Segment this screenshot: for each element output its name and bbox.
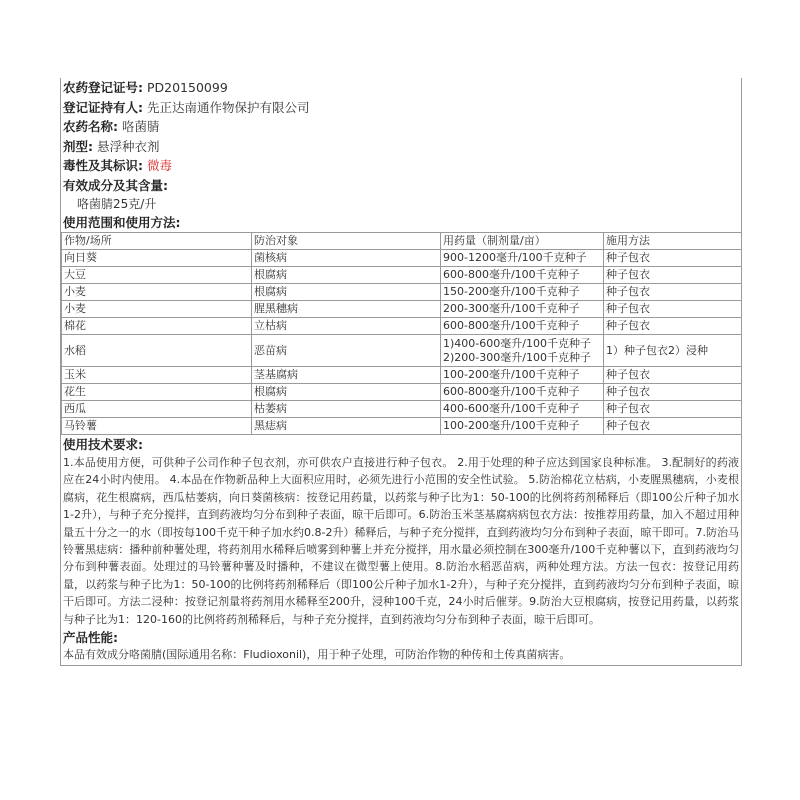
pesticide-label-document — [60, 78, 742, 666]
target-cell: 枯萎病 — [252, 401, 441, 418]
formulation-label: 剂型: — [63, 138, 93, 154]
table-row — [62, 418, 742, 435]
method-cell: 种子包衣 — [604, 384, 742, 401]
crop-cell: 花生 — [62, 384, 252, 401]
toxicity-value: 微毒 — [146, 158, 172, 173]
target-cell: 黑痣病 — [252, 418, 441, 435]
target-cell: 根腐病 — [252, 384, 441, 401]
pesticide-name-value: 咯菌腈 — [121, 119, 160, 134]
formulation-row — [61, 137, 741, 157]
method-cell: 种子包衣 — [604, 367, 742, 384]
column-header-dosage: 用药量（制剂量/亩） — [441, 233, 604, 250]
table-row — [62, 250, 742, 267]
dosage-cell: 150-200毫升/100千克种子 — [441, 284, 604, 301]
dosage-cell: 900-1200毫升/100千克种子 — [441, 250, 604, 267]
crop-cell: 马铃薯 — [62, 418, 252, 435]
performance-heading: 产品性能: — [63, 630, 118, 646]
technique-heading: 使用技术要求: — [63, 437, 143, 452]
column-header-method: 施用方法 — [604, 233, 742, 250]
pesticide-name-row — [61, 117, 741, 137]
active-ingredient-label: 有效成分及其含量: — [63, 177, 168, 193]
dosage-cell: 400-600毫升/100千克种子 — [441, 401, 604, 418]
column-header-target: 防治对象 — [252, 233, 441, 250]
active-ingredient-value: 咯菌腈25克/升 — [77, 197, 157, 211]
crop-cell: 小麦 — [62, 284, 252, 301]
table-row — [62, 284, 742, 301]
table-row — [62, 384, 742, 401]
target-cell: 立枯病 — [252, 318, 441, 335]
active-ingredient-row — [61, 176, 741, 196]
performance-text: 本品有效成分咯菌腈(国际通用名称：Fludioxonil)，用于种子处理，可防治作物的种传和土传真菌病害。 — [63, 648, 571, 662]
target-cell: 根腐病 — [252, 267, 441, 284]
dosage-line-2: 2)200-300毫升/100千克种子 — [443, 350, 591, 364]
method-cell: 种子包衣 — [604, 301, 742, 318]
formulation-value: 悬浮种衣剂 — [96, 138, 160, 154]
dosage-cell: 600-800毫升/100千克种子 — [441, 318, 604, 335]
technique-text: 1.本品使用方便，可供种子公司作种子包衣剂，亦可供农户直接进行种子包衣。 2.用于处理的种子应达到国家良种标准。 3.配制好的药液应在24小时内使用。 4.本品在作物新品种上大面积应用时，必须先进行小范围的安全性试验。 5.防治棉花立枯病，小麦腥黑穗病，小麦根腐病，花生根腐病，西瓜枯萎病，向日葵菌核病：按登记用药量，以药浆与种子比为1：50-100的比例将药剂稀释后（即100公斤种子加水1-2升），与种子充分搅拌，直到药液均匀分布到种子表面，晾干后即可。6.防治玉米茎基腐病病包衣方法：按推荐用药量，加入不超过用种量五十分之一的水（即按每100千克干种子加水约0.8-2升）稀释后，与种子充分搅拌，直到药液均匀分布到种子表面，晾干即可。7.防治马铃薯黑痣病：播种前种薯处理，将药剂用水稀释后喷雾到种薯上并充分搅拌，用水量必须控制在300毫升/100千克种薯以下，直到药液均匀分布到种薯表面。处理过的马铃薯种薯及时播种，不建议在微型薯上使用。8.防治水稻恶苗病，两种处理方法。方法一包衣：按登记用药量，以药浆与种子比为1：50-100的比例将药剂稀释后（即100公斤种子加水1-2升），与种子充分搅拌，直到药液均匀分布到种子表面，晾干后即可。方法二浸种：按登记剂量将药剂用水稀释至200升，浸种100千克，24小时后催芽。9.防治大豆根腐病，按登记用药量，以药浆与种子比为1：120-160的比例将药剂稀释后，与种子充分搅拌，直到药液均匀分布到种子表面，晾干后即可。 — [63, 456, 739, 626]
table-row — [62, 401, 742, 418]
dosage-cell: 600-800毫升/100千克种子 — [441, 384, 604, 401]
table-row — [62, 267, 742, 284]
registration-number-value: PD20150099 — [146, 80, 228, 95]
target-cell: 腥黑穗病 — [252, 301, 441, 318]
dosage-cell: 100-200毫升/100千克种子 — [441, 367, 604, 384]
column-header-crop: 作物/场所 — [62, 233, 252, 250]
table-row — [62, 367, 742, 384]
target-cell: 茎基腐病 — [252, 367, 441, 384]
toxicity-row — [61, 156, 741, 176]
registration-holder-label: 登记证持有人: — [63, 99, 143, 115]
dosage-line-1: 1)400-600毫升/100千克种子 — [443, 336, 591, 350]
method-cell: 种子包衣 — [604, 418, 742, 435]
crop-cell: 大豆 — [62, 267, 252, 284]
table-row — [62, 301, 742, 318]
method-cell: 种子包衣 — [604, 267, 742, 284]
method-cell: 种子包衣 — [604, 284, 742, 301]
crop-cell: 小麦 — [62, 301, 252, 318]
target-cell: 菌核病 — [252, 250, 441, 267]
dosage-cell: 100-200毫升/100千克种子 — [441, 418, 604, 435]
usage-table-header — [62, 233, 742, 250]
registration-number-label: 农药登记证号: — [63, 80, 143, 95]
crop-cell: 棉花 — [62, 318, 252, 335]
registration-number-row — [61, 78, 741, 98]
dosage-cell — [441, 335, 604, 367]
method-cell: 1）种子包衣2）浸种 — [604, 335, 742, 367]
pesticide-name-label: 农药名称: — [63, 119, 118, 134]
dosage-cell: 200-300毫升/100千克种子 — [441, 301, 604, 318]
crop-cell: 西瓜 — [62, 401, 252, 418]
usage-heading: 使用范围和使用方法: — [63, 215, 181, 230]
usage-table — [61, 232, 742, 435]
crop-cell: 水稻 — [62, 335, 252, 367]
table-row — [62, 335, 742, 367]
registration-holder-row — [61, 98, 741, 118]
method-cell: 种子包衣 — [604, 318, 742, 335]
dosage-cell: 600-800毫升/100千克种子 — [441, 267, 604, 284]
table-row — [62, 318, 742, 335]
target-cell: 根腐病 — [252, 284, 441, 301]
toxicity-label: 毒性及其标识: — [63, 158, 143, 173]
crop-cell: 向日葵 — [62, 250, 252, 267]
crop-cell: 玉米 — [62, 367, 252, 384]
method-cell: 种子包衣 — [604, 250, 742, 267]
target-cell: 恶苗病 — [252, 335, 441, 367]
registration-holder-value: 先正达南通作物保护有限公司 — [146, 99, 310, 115]
method-cell: 种子包衣 — [604, 401, 742, 418]
